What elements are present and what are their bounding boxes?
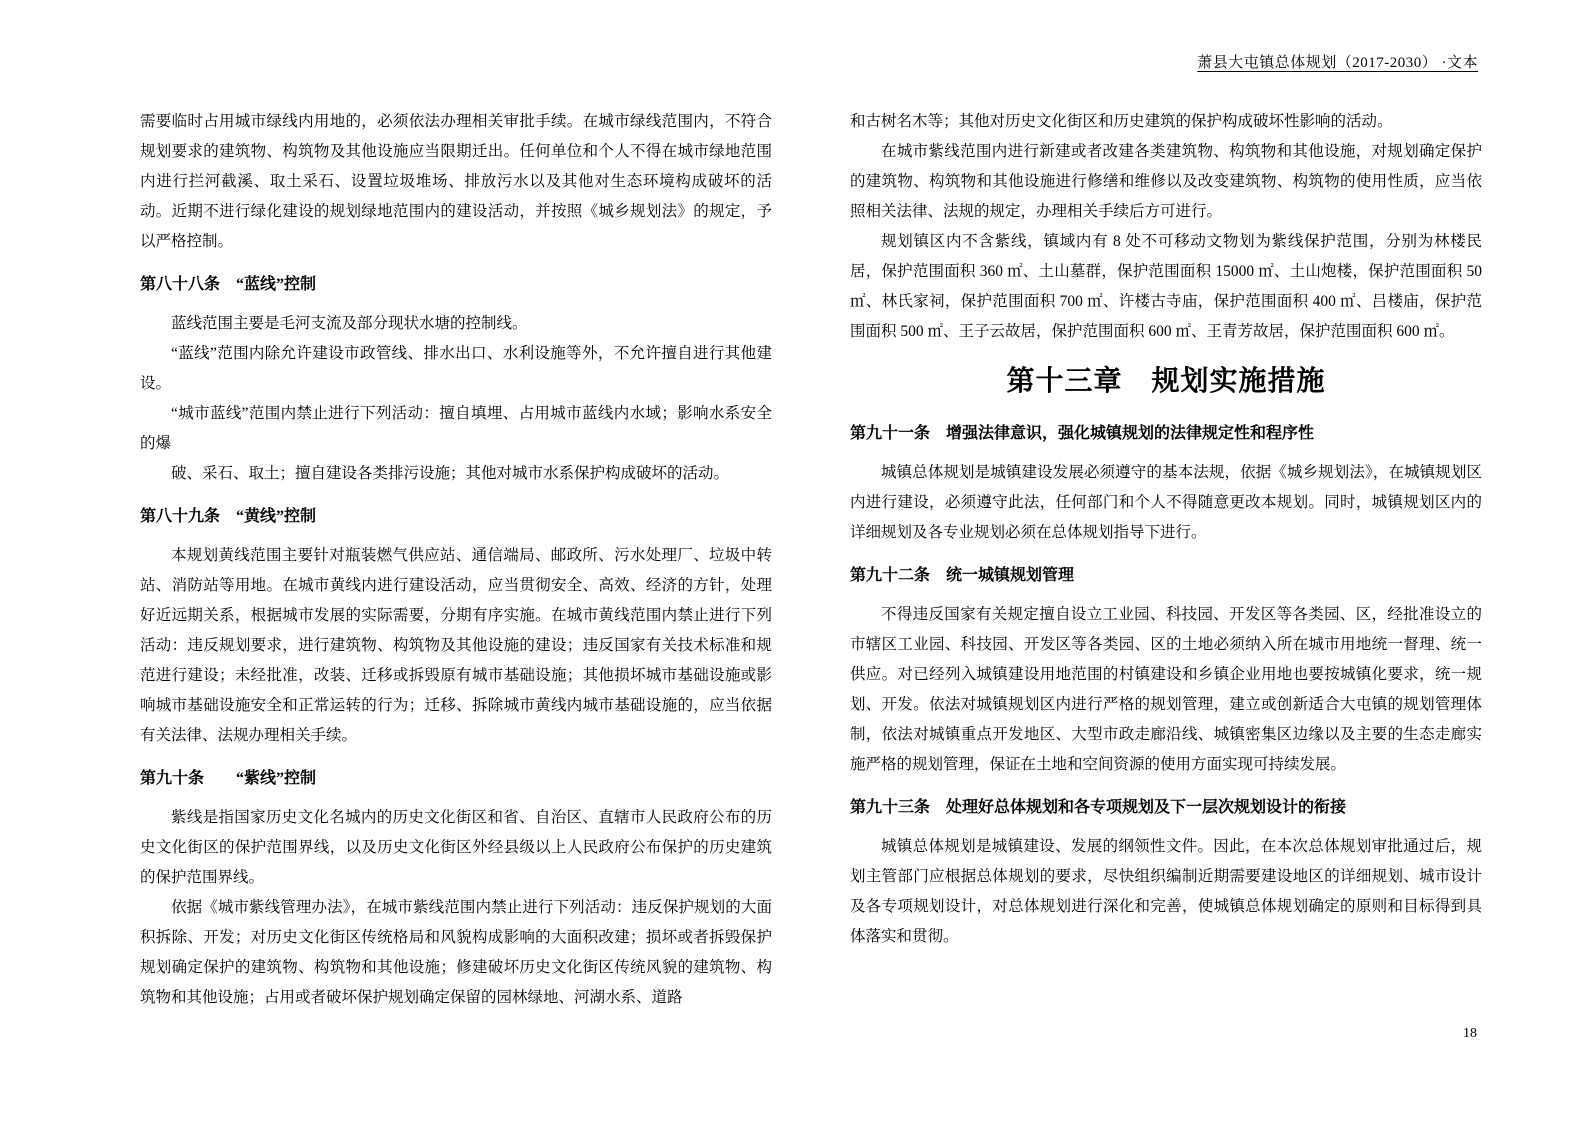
paragraph-purple-line-heritage-sites: 规划镇区内不含紫线，镇域内有 8 处不可移动文物划为紫线保护范围，分别为林楼民居，保护范围面积 360 ㎡、土山墓群，保护范围面积 15000 ㎡、土山炮楼，保护范围面积 50 ㎡、林氏家祠，保护范围面积 700 ㎡、许楼古寺庙，保护范围面积 400 ㎡、吕楼庙，保护范围面积 500 ㎡、王子云故居，保护范围面积 600 ㎡、王青芳故居，保护范围面积 600 ㎡。 (850, 233, 1482, 340)
paragraph-purple-line-definition: 紫线是指国家历史文化名城内的历史文化街区和省、自治区、直辖市人民政府公布的历史文化街区的保护范围界线，以及历史文化街区外经县级以上人民政府公布保护的历史建筑的保护范围界线。 (140, 809, 772, 886)
heading-article-90-purple-line: 第九十条 “紫线”控制 (140, 770, 317, 787)
left-column (140, 107, 772, 1013)
paragraph-blue-line-forbidden-cont: 破、采石、取土；擅自建设各类排污设施；其他对城市水系保护构成破坏的活动。 (171, 465, 730, 482)
page-header (0, 53, 1478, 73)
heading-article-93-plan-coordination: 第九十三条 处理好总体规划和各专项规划及下一层次规划设计的衔接 (850, 799, 1347, 816)
page-number: 18 (1463, 1026, 1477, 1041)
heading-article-91-legal-awareness: 第九十一条 增强法律意识，强化城镇规划的法律规定性和程序性 (850, 425, 1315, 442)
paragraph-green-line-continuation: 需要临时占用城市绿线内用地的，必须依法办理相关审批手续。在城市绿线范围内，不符合规划要求的建筑物、构筑物及其他设施应当限期迁出。任何单位和个人不得在城市绿地范围内进行拦河截溪、取土采石、设置垃圾堆场、排放污水以及其他对生态环境构成破坏的活动。近期不进行绿化建设的规划绿地范围内的建设活动，并按照《城乡规划法》的规定，予以严格控制。 (140, 113, 772, 250)
paragraph-purple-line-procedures: 在城市紫线范围内进行新建或者改建各类建筑物、构筑物和其他设施，对规划确定保护的建筑物、构筑物和其他设施进行修缮和维修以及改变建筑物、构筑物的使用性质，应当依照相关法律、法规的规定，办理相关手续后方可进行。 (850, 143, 1482, 220)
paragraph-yellow-line: 本规划黄线范围主要针对瓶装燃气供应站、通信端局、邮政所、污水处理厂、垃圾中转站、消防站等用地。在城市黄线内进行建设活动，应当贯彻安全、高效、经济的方针，处理好近远期关系，根据城市发展的实际需要，分期有序实施。在城市黄线范围内禁止进行下列活动：违反规划要求，进行建筑物、构筑物及其他设施的建设；违反国家有关技术标准和规范进行建设；未经批准，改装、迁移或拆毁原有城市基础设施；其他损坏城市基础设施或影响城市基础设施安全和正常运转的行为；迁移、拆除城市黄线内城市基础设施的，应当依据有关法律、法规办理相关手续。 (140, 547, 772, 744)
heading-article-92-unified-management: 第九十二条 统一城镇规划管理 (850, 567, 1075, 584)
paragraph-plan-coordination: 城镇总体规划是城镇建设、发展的纲领性文件。因此，在本次总体规划审批通过后，规划主管部门应根据总体规划的要求，尽快组织编制近期需要建设地区的详细规划、城市设计及各专项规划设计，对总体规划进行深化和完善，使城镇总体规划确定的原则和目标得到具体落实和贯彻。 (850, 838, 1482, 945)
right-column (850, 107, 1482, 1013)
paragraph-legal-awareness: 城镇总体规划是城镇建设发展必须遵守的基本法规，依据《城乡规划法》，在城镇规划区内进行建设，必须遵守此法，任何部门和个人不得随意更改本规划。同时，城镇规划区内的详细规划及各专业规划必须在总体规划指导下进行。 (850, 464, 1482, 541)
paragraph-blue-line-allowed: “蓝线”范围内除允许建设市政管线、排水出口、水利设施等外，不允许擅自进行其他建设。 (140, 345, 772, 392)
chapter-13-heading: 第十三章 规划实施措施 (1006, 366, 1326, 397)
heading-article-89-yellow-line: 第八十九条 “黄线”控制 (140, 508, 317, 525)
paragraph-purple-line-forbidden: 依据《城市紫线管理办法》，在城市紫线范围内禁止进行下列活动：违反保护规划的大面积拆除、开发；对历史文化街区传统格局和风貌构成影响的大面积改建；损坏或者拆毁保护规划确定保护的建筑物、构筑物和其他设施；修建破坏历史文化街区传统风貌的建筑物、构筑物和其他设施；占用或者破坏保护规划确定保留的园林绿地、河湖水系、道路 (140, 899, 772, 1006)
paragraph-blue-line-forbidden: “城市蓝线”范围内禁止进行下列活动：擅自填埋、占用城市蓝线内水域；影响水系安全的爆 (140, 405, 772, 452)
paragraph-unified-management: 不得违反国家有关规定擅自设立工业园、科技园、开发区等各类园、区，经批准设立的市辖区工业园、科技园、开发区等各类园、区的土地必须纳入所在城市用地统一督理、统一供应。对已经列入城镇建设用地范围的村镇建设和乡镇企业用地也要按城镇化要求，统一规划、开发。依法对城镇规划区内进行严格的规划管理，建立或创新适合大屯镇的规划管理体制，依法对城镇重点开发地区、大型市政走廊沿线、城镇密集区边缘以及主要的生态走廊实施严格的规划管理，保证在土地和空间资源的使用方面实现可持续发展。 (850, 606, 1482, 773)
heading-article-88-blue-line: 第八十八条 “蓝线”控制 (140, 276, 317, 293)
paragraph-blue-line-scope: 蓝线范围主要是毛河支流及部分现状水塘的控制线。 (171, 315, 528, 332)
header-title: 萧县大屯镇总体规划（2017-2030） ·文本 (1197, 55, 1478, 71)
page-body (140, 107, 1482, 1013)
paragraph-purple-line-forbidden-continuation: 和古树名木等；其他对历史文化街区和历史建筑的保护构成破坏性影响的活动。 (850, 113, 1393, 130)
